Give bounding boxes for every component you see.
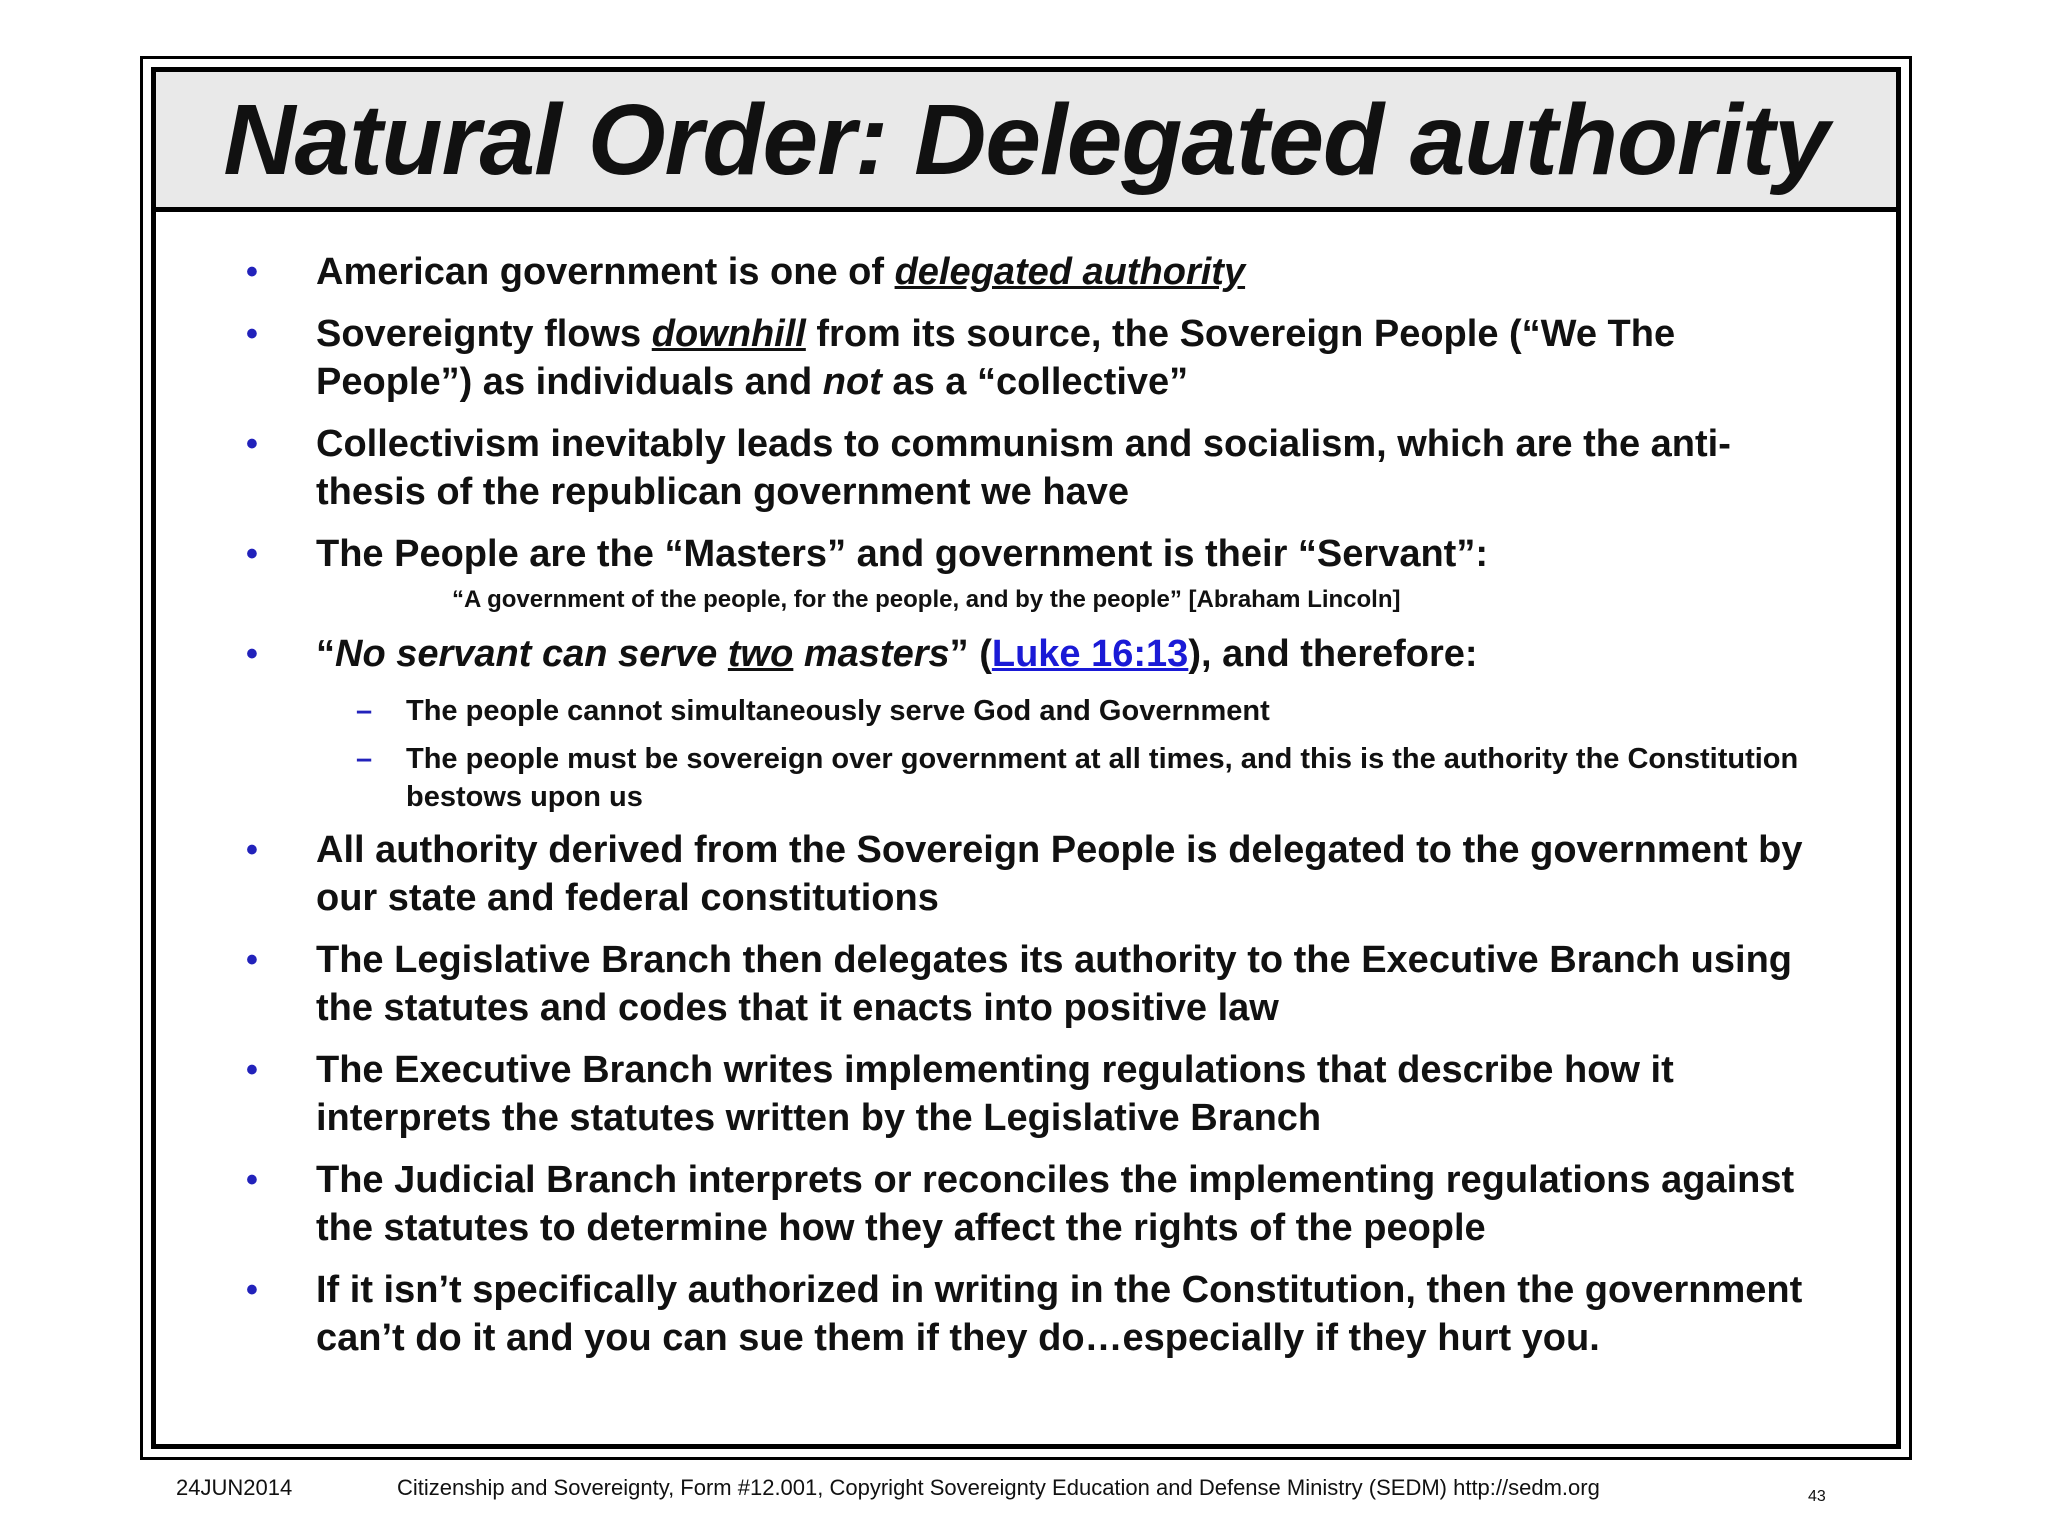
bullet-item-2: • Sovereignty flows downhill from its source, the Sovereign People (“We The People”) as individuals and not as a “collective” xyxy=(156,310,1896,406)
title-bar xyxy=(156,72,1896,212)
bullet-item-8: • The Executive Branch writes implementing regulations that describe how it interprets the statutes written by the Legislative Branch xyxy=(156,1046,1896,1142)
emphasis-text: two xyxy=(727,633,794,675)
slide-inner-frame xyxy=(151,67,1901,1449)
slide-title: Natural Order: Delegated authority xyxy=(223,83,1829,196)
sub-item-2: – The people must be sovereign over government at all times, and this is the authority the Constitution bestows upon us xyxy=(156,740,1896,816)
scripture-link[interactable]: Luke 16:13 xyxy=(991,633,1189,675)
bullet-item-3: • Collectivism inevitably leads to communism and socialism, which are the anti-thesis of the republican government we have xyxy=(156,420,1896,516)
bullet-item-5: • “No servant can serve two masters” (Luke 16:13), and therefore: xyxy=(156,630,1896,678)
emphasis-text: downhill xyxy=(651,313,806,355)
emphasis-text: not xyxy=(822,361,882,403)
bullet-icon: • xyxy=(246,425,258,463)
bullet-item-9: • The Judicial Branch interprets or reconciles the implementing regulations against the statutes to determine how they affect the rights of the people xyxy=(156,1156,1896,1252)
dash-icon: – xyxy=(356,743,373,775)
bullet-item-1: • American government is one of delegated authority xyxy=(156,248,1896,296)
bullet-icon: • xyxy=(246,1271,258,1309)
bullet-icon: • xyxy=(246,831,258,869)
bullet-icon: • xyxy=(246,315,258,353)
lincoln-quote: “A government of the people, for the people, and by the people” [Abraham Lincoln] xyxy=(452,586,1401,613)
dash-icon: – xyxy=(356,695,373,727)
bullet-icon: • xyxy=(246,635,258,673)
bullet-icon: • xyxy=(246,941,258,979)
footer-date: 24JUN2014 xyxy=(176,1475,293,1500)
bullet-list xyxy=(156,248,1896,1376)
bullet-item-6: • All authority derived from the Sovereign People is delegated to the government by our state and federal constitutions xyxy=(156,826,1896,922)
page-number: 43 xyxy=(1808,1488,1826,1505)
bullet-icon: • xyxy=(246,1161,258,1199)
bullet-icon: • xyxy=(246,535,258,573)
emphasis-text: delegated authority xyxy=(894,251,1246,293)
bullet-item-7: • The Legislative Branch then delegates its authority to the Executive Branch using the statutes and codes that it enacts into positive law xyxy=(156,936,1896,1032)
bullet-item-10: • If it isn’t specifically authorized in writing in the Constitution, then the government can’t do it and you can sue them if they do…especially if they hurt you. xyxy=(156,1266,1896,1362)
bullet-icon: • xyxy=(246,1051,258,1089)
bullet-item-4: • The People are the “Masters” and government is their “Servant”: xyxy=(156,530,1896,578)
slide-frame xyxy=(140,56,1912,1460)
footer-copyright: Citizenship and Sovereignty, Form #12.001, Copyright Sovereignty Education and Defense Ministry (SEDM) http://sedm.org xyxy=(397,1475,1600,1500)
sub-item-1: – The people cannot simultaneously serve God and Government xyxy=(156,692,1896,730)
bullet-icon: • xyxy=(246,253,258,291)
